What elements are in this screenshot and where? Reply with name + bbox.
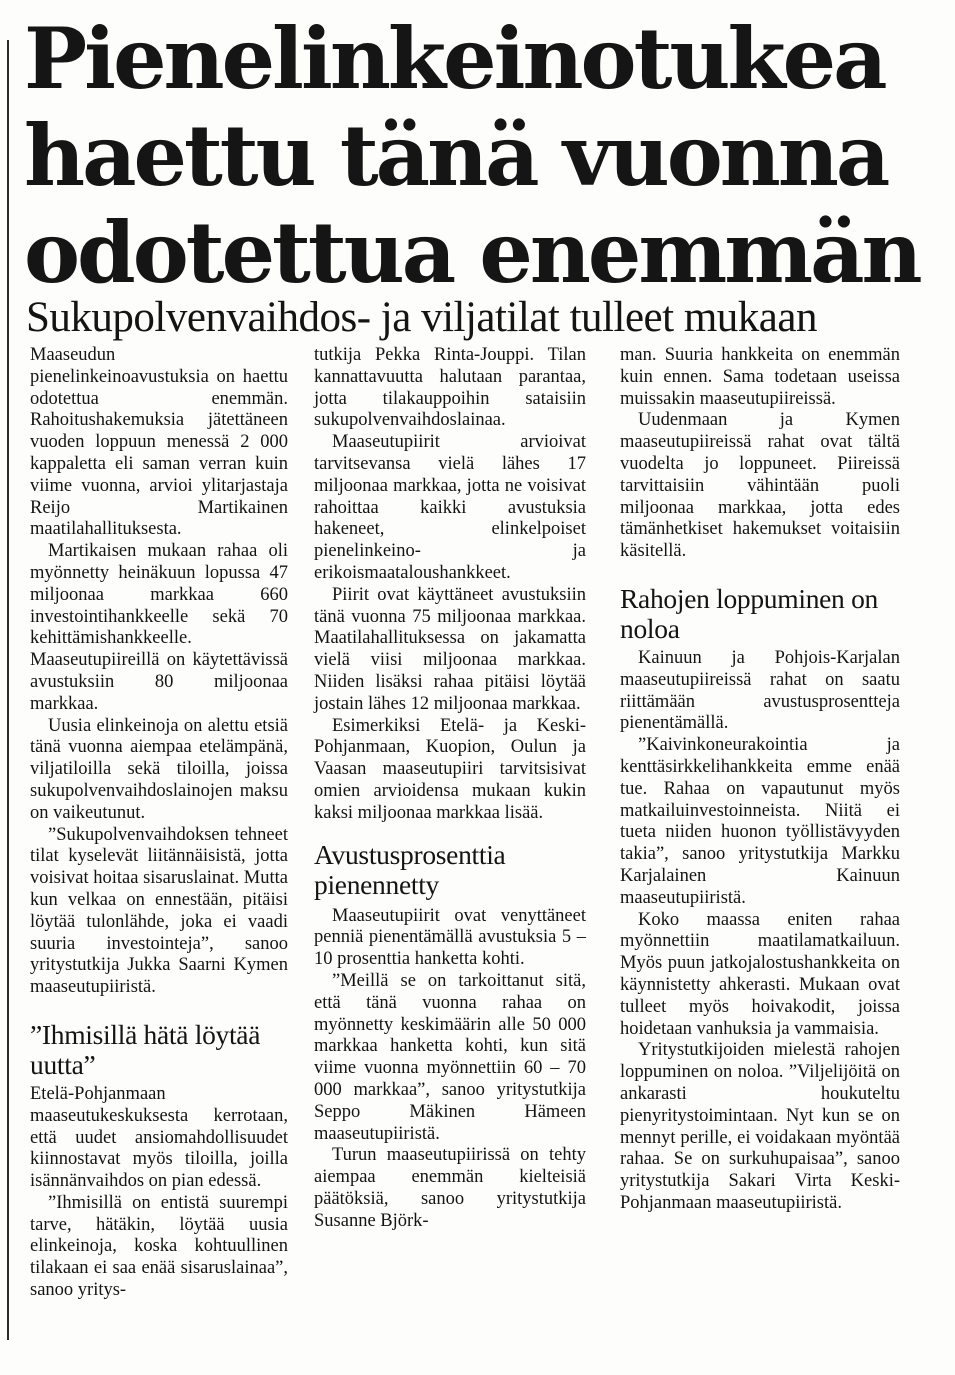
paragraph: Maaseudun pienelinkeinoavustuksia on haettu odotettua enemmän. Rahoitushakemuksia jätettäneen vuoden loppuun menessä 2 000 kappaletta eli saman verran kuin viime vuonna, arvioi ylitarjastaja Reijo Martikainen maatilahallituksesta. [30, 345, 288, 540]
paragraph: Martikaisen mukaan rahaa oli myönnetty heinäkuun lopussa 47 miljoonaa markkaa 660 investointihankkeelle sekä 70 kehittämishankkeelle. Maaseutupiireillä on käytettävissä avustuksiin 80 miljoonaa markkaa. [30, 541, 288, 714]
paragraph: man. Suuria hankkeita on enemmän kuin ennen. Sama todetaan useissa muissakin maaseutupiireissä. [620, 345, 900, 409]
headline-line: Pienelinkeinotukea [24, 9, 885, 108]
paragraph: Piirit ovat käyttäneet avustuksiin tänä vuonna 75 miljoonaa markkaa. Maatilahallituksessa on jakamatta vielä viisi miljoonaa markkaa. Niiden lisäksi rahaa pitäisi löytää jostain lähes 12 miljoonaa markkaa. [314, 584, 586, 714]
paragraph: Maaseutupiirit arvioivat tarvitsevansa vielä lähes 17 miljoonaa markkaa, jotta ne voisivat rahoittaa kaikki avustuksia hakeneet, elinkelpoiset pienelinkeino- ja erikoismaataloushankkeet. [314, 432, 586, 583]
paragraph: Esimerkiksi Etelä- ja Keski-Pohjanmaan, Kuopion, Oulun ja Vaasan maaseutupiiri tarvitsisivat omien arvioidensa mukaan kukin kaksi miljoonaa markkaa lisää. [314, 715, 586, 823]
paragraph: ”Kaivinkoneurakointia ja kenttäsirkkelihankkeita emme enää tue. Rahaa on vapautunut myös matkailuinvestoinneista. Niitä ei tueta niiden huonon työllistävyyden takia”, sanoo yritystutkija Markku Karjalainen Kainuun maaseutupiiristä. [620, 735, 900, 908]
article-column-2 [314, 345, 586, 1232]
paragraph: Yritystutkijoiden mielestä rahojen loppuminen on noloa. ”Viljelijöitä on ankarasti houkuteltu pienyritystoimintaan. Nyt kun se on mennyt perille, ei voidakaan myöntää rahaa. Se on surkuhupaisaa”, sanoo yritystutkija Sakari Virta Keski-Pohjanmaan maaseutupiiristä. [620, 1040, 900, 1213]
headline-line: odotettua enemmän [24, 203, 920, 302]
clipping-edge-line [7, 40, 9, 1340]
paragraph: Koko maassa eniten rahaa myönnettiin maatilamatkailuun. Myös puun jatkojalostushankkeita on käynnistetty ahkerasti. Mukaan ovat tulleet myös hoivakodit, joissa hoidetaan vanhuksia ja vammaisia. [620, 909, 900, 1039]
article-column-1 [30, 345, 288, 1302]
headline [24, 10, 924, 301]
article-column-3 [620, 345, 900, 1215]
headline-line: haettu tänä vuonna [24, 106, 888, 205]
paragraph: Uudenmaan ja Kymen maaseutupiireissä rahat ovat tältä vuodelta jo loppuneet. Piireissä tarvittaisiin vähintään puoli miljoonaa markkaa, jotta edes tämänhetkiset hakemukset voitaisiin käsitellä. [620, 410, 900, 562]
section-heading: ”Ihmisillä hätä löytää uutta” [30, 1018, 261, 1080]
paragraph: Kainuun ja Pohjois-Karjalan maaseutupiireissä rahat on saatu riittämään avustusprosentteja pienentämällä. [620, 647, 900, 734]
section-heading: Rahojen loppuminen on noloa [620, 582, 878, 644]
paragraph: ”Meillä se on tarkoittanut sitä, että tänä vuonna rahaa on myönnetty keskimäärin alle 50 000 markkaa hanketta kohti, kun sitä viime vuonna myönnettiin 60 – 70 000 markkaa”, sanoo yritystutkija Seppo Mäkinen Hämeen maaseutupiiristä. [314, 970, 586, 1144]
paragraph: ”Ihmisillä on entistä suurempi tarve, hätäkin, löytää uusia elinkeinoja, koska kohtuullinen tilakaan ei saa enää sisaruslainaa”, sanoo yritys- [30, 1192, 288, 1301]
paragraph: ”Sukupolvenvaihdoksen tehneet tilat kyselevät liitännäisistä, jotta voisivat hoitaa sisaruslainat. Mutta kun velkaa on ennestään, pitäisi löytää tulonlähde, joka ei vaadi suuria investointeja”, sanoo yritystutkija Jukka Saarni Kymen maaseutupiiristä. [30, 824, 288, 998]
subheadline: Sukupolvenvaihdos- ja viljatilat tulleet mukaan [26, 294, 817, 341]
paragraph: Etelä-Pohjanmaan maaseutukeskuksesta kerrotaan, että uudet ansiomahdollisuudet kiinnostavat myös tiloilla, joilla isännänvaihdos on pian edessä. [30, 1083, 288, 1192]
paragraph: tutkija Pekka Rinta-Jouppi. Tilan kannattavuutta halutaan parantaa, jotta tilakauppoihin sataisiin sukupolvenvaihdoslainaa. [314, 345, 586, 431]
paragraph: Turun maaseutupiirissä on tehty aiempaa enemmän kielteisiä päätöksiä, sanoo yritystutkija Susanne Björk- [314, 1145, 586, 1231]
paragraph: Uusia elinkeinoja on alettu etsiä tänä vuonna aiempaa etelämpänä, viljatiloilla sekä tiloilla, joissa sukupolvenvaihdoslainojen maksu on vaikeutunut. [30, 715, 288, 823]
paragraph: Maaseutupiirit ovat venyttäneet penniä pienentämällä avustuksia 5 – 10 prosenttia hanketta kohti. [314, 905, 586, 970]
section-heading: Avustusprosenttia pienennetty [314, 838, 506, 900]
